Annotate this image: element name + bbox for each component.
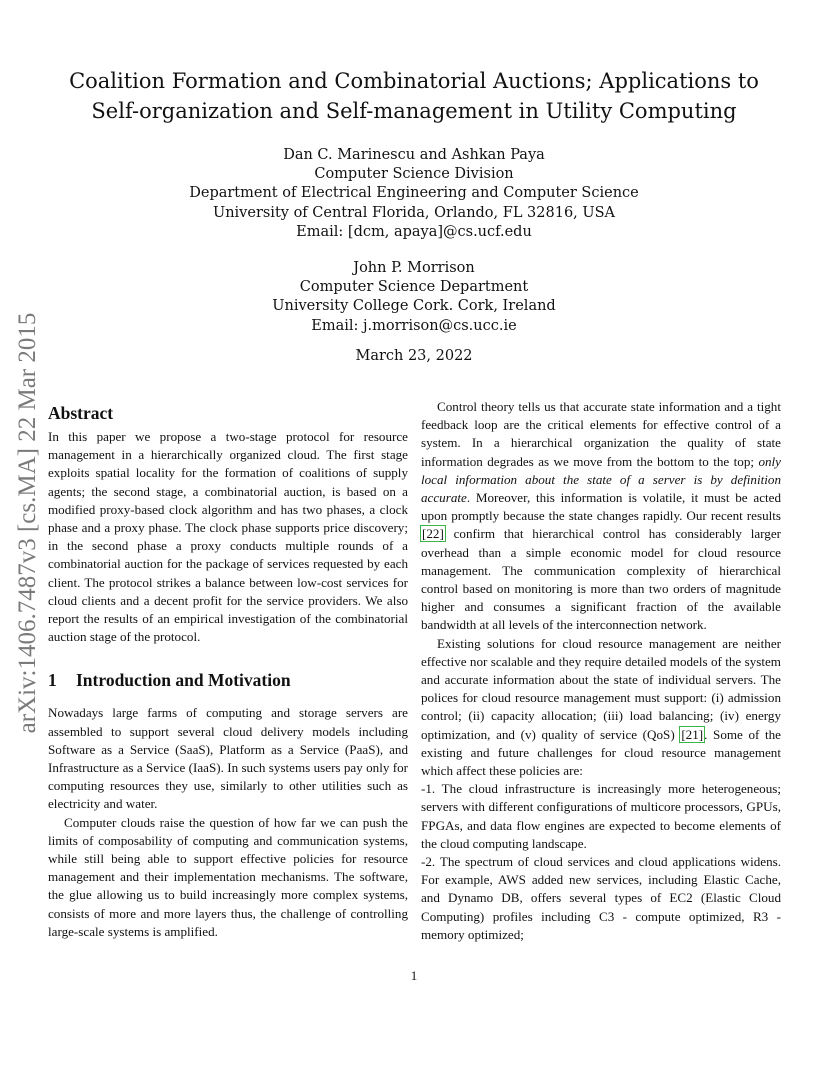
section-heading	[48, 668, 408, 692]
author-block-1	[100, 146, 728, 242]
paper-date	[100, 347, 728, 366]
citation-link[interactable]: [22]	[422, 526, 444, 542]
section-number: 1	[48, 670, 57, 691]
author-university: University College Cork. Cork, Ireland	[272, 298, 556, 315]
arxiv-sidebar	[2, 283, 54, 763]
emphasized-text: only local information about the state of a server is by definition accurate	[421, 453, 781, 506]
author-email: Email: j.morrison@cs.ucc.ie	[311, 317, 517, 334]
abstract-text: In this paper we propose a two-stage protocol for resource management in a hierarchically organized cloud. The first stage exploits spatial locality for the formation of coalitions of supply agents; the second stage, a combinatorial auction, is based on a modified proxy-based clock algorithm and has two phases, a clock phase and a proxy phase. The clock phase supports price discovery; in the second phase a proxy conducts multiple rounds of a combinatorial auction for the package of services requested by each client. The protocol strikes a balance between low-cost services for cloud clients and a decent profit for the service providers. We also report the results of an empirical investigation of the combinatorial auction stage of the protocol.	[48, 429, 408, 645]
right-column	[421, 398, 781, 944]
author-department: Computer Science Department	[299, 279, 529, 296]
section-title: Introduction and Motivation	[76, 670, 291, 691]
existing-solutions-paragraph	[421, 635, 781, 781]
intro-paragraph-1: Nowadays large farms of computing and storage servers are assembled to support several cloud delivery models including Software as a Service (SaaS), Platform as a Service (PaaS), and Infrastructure as a Service (IaaS). In such systems users pay only for computing resources they use, similarly to other utilities such as electricity and water.	[48, 705, 408, 812]
text-run: . Moreover, this information is volatile, it must be acted upon promptly because the state changes rapidly. Our recent results	[421, 490, 781, 524]
challenge-item-2: -2. The spectrum of cloud services and cloud applications widens. For example, AWS added new services, including Elastic Cache, and Dynamo DB, offers several types of EC2 (Elastic Cloud Computing) profiles including C3 - compute optimized, R3 - memory optimized;	[421, 854, 781, 942]
paper-title	[60, 66, 768, 126]
text-run: Control theory tells us that accurate state information and a tight feedback loop are the critical elements for effective control of a system. In a hierarchical organization the quality of state information degrades as we move from the bottom to the top;	[421, 399, 781, 469]
challenge-item-1: -1. The cloud infrastructure is increasingly more heterogeneous; servers with different configurations of multicore processors, GPUs, FPGAs, and data flow engines are expected to become elements of the cloud computing landscape.	[421, 781, 781, 851]
citation-link[interactable]: [21]	[681, 726, 704, 742]
text-run: confirm that hierarchical control has considerably larger overhead than a simple economic model for cloud resource management. The communication complexity of hierarchical control based on monitoring is more than two orders of magnitude higher and consumes a significant fraction of the available bandwidth at all levels of the interconnection network.	[421, 526, 781, 633]
page-number: 1	[410, 968, 418, 983]
text-run: Existing solutions for cloud resource management are neither effective nor scalable and they require detailed models of the system and accurate information about the state of individual servers. The polices for cloud resource management must support: (i) admission control; (ii) capacity allocation; (iii) load balancing; (iv) energy optimization, and (v) quality of service (QoS)	[421, 635, 781, 742]
title-line-2: Self-organization and Self-management in Utility Computing	[91, 99, 737, 123]
control-theory-paragraph	[421, 398, 781, 635]
author-department: Department of Electrical Engineering and Computer Science	[189, 185, 639, 202]
author-block-2	[100, 259, 728, 336]
author-name: John P. Morrison	[353, 260, 475, 276]
arxiv-stamp: arXiv:1406.7487v3 [cs.MA] 22 Mar 2015	[14, 312, 41, 734]
intro-paragraph-2: Computer clouds raise the question of how far we can push the limits of composability of computing and communication systems, while still being able to support effective policies for resource management and their implementation mechanisms. The software, the glue allowing us to build increasingly more complex systems, consists of more and more layers thus, the challenge of controlling large-scale systems is amplified.	[48, 814, 408, 939]
author-email: Email: [dcm, apaya]@cs.ucf.edu	[296, 223, 532, 240]
text-run: . Some of the existing and future challenges for cloud resource management which affect these policies are:	[421, 726, 781, 779]
date-text: March 23, 2022	[355, 348, 473, 364]
title-line-1: Coalition Formation and Combinatorial Auctions; Applications to	[69, 69, 759, 93]
author-names: Dan C. Marinescu and Ashkan Paya	[283, 147, 545, 163]
left-column	[48, 398, 408, 941]
author-division: Computer Science Division	[314, 166, 514, 183]
abstract-heading: Abstract	[48, 403, 114, 423]
author-university: University of Central Florida, Orlando, FL 32816, USA	[212, 204, 616, 221]
